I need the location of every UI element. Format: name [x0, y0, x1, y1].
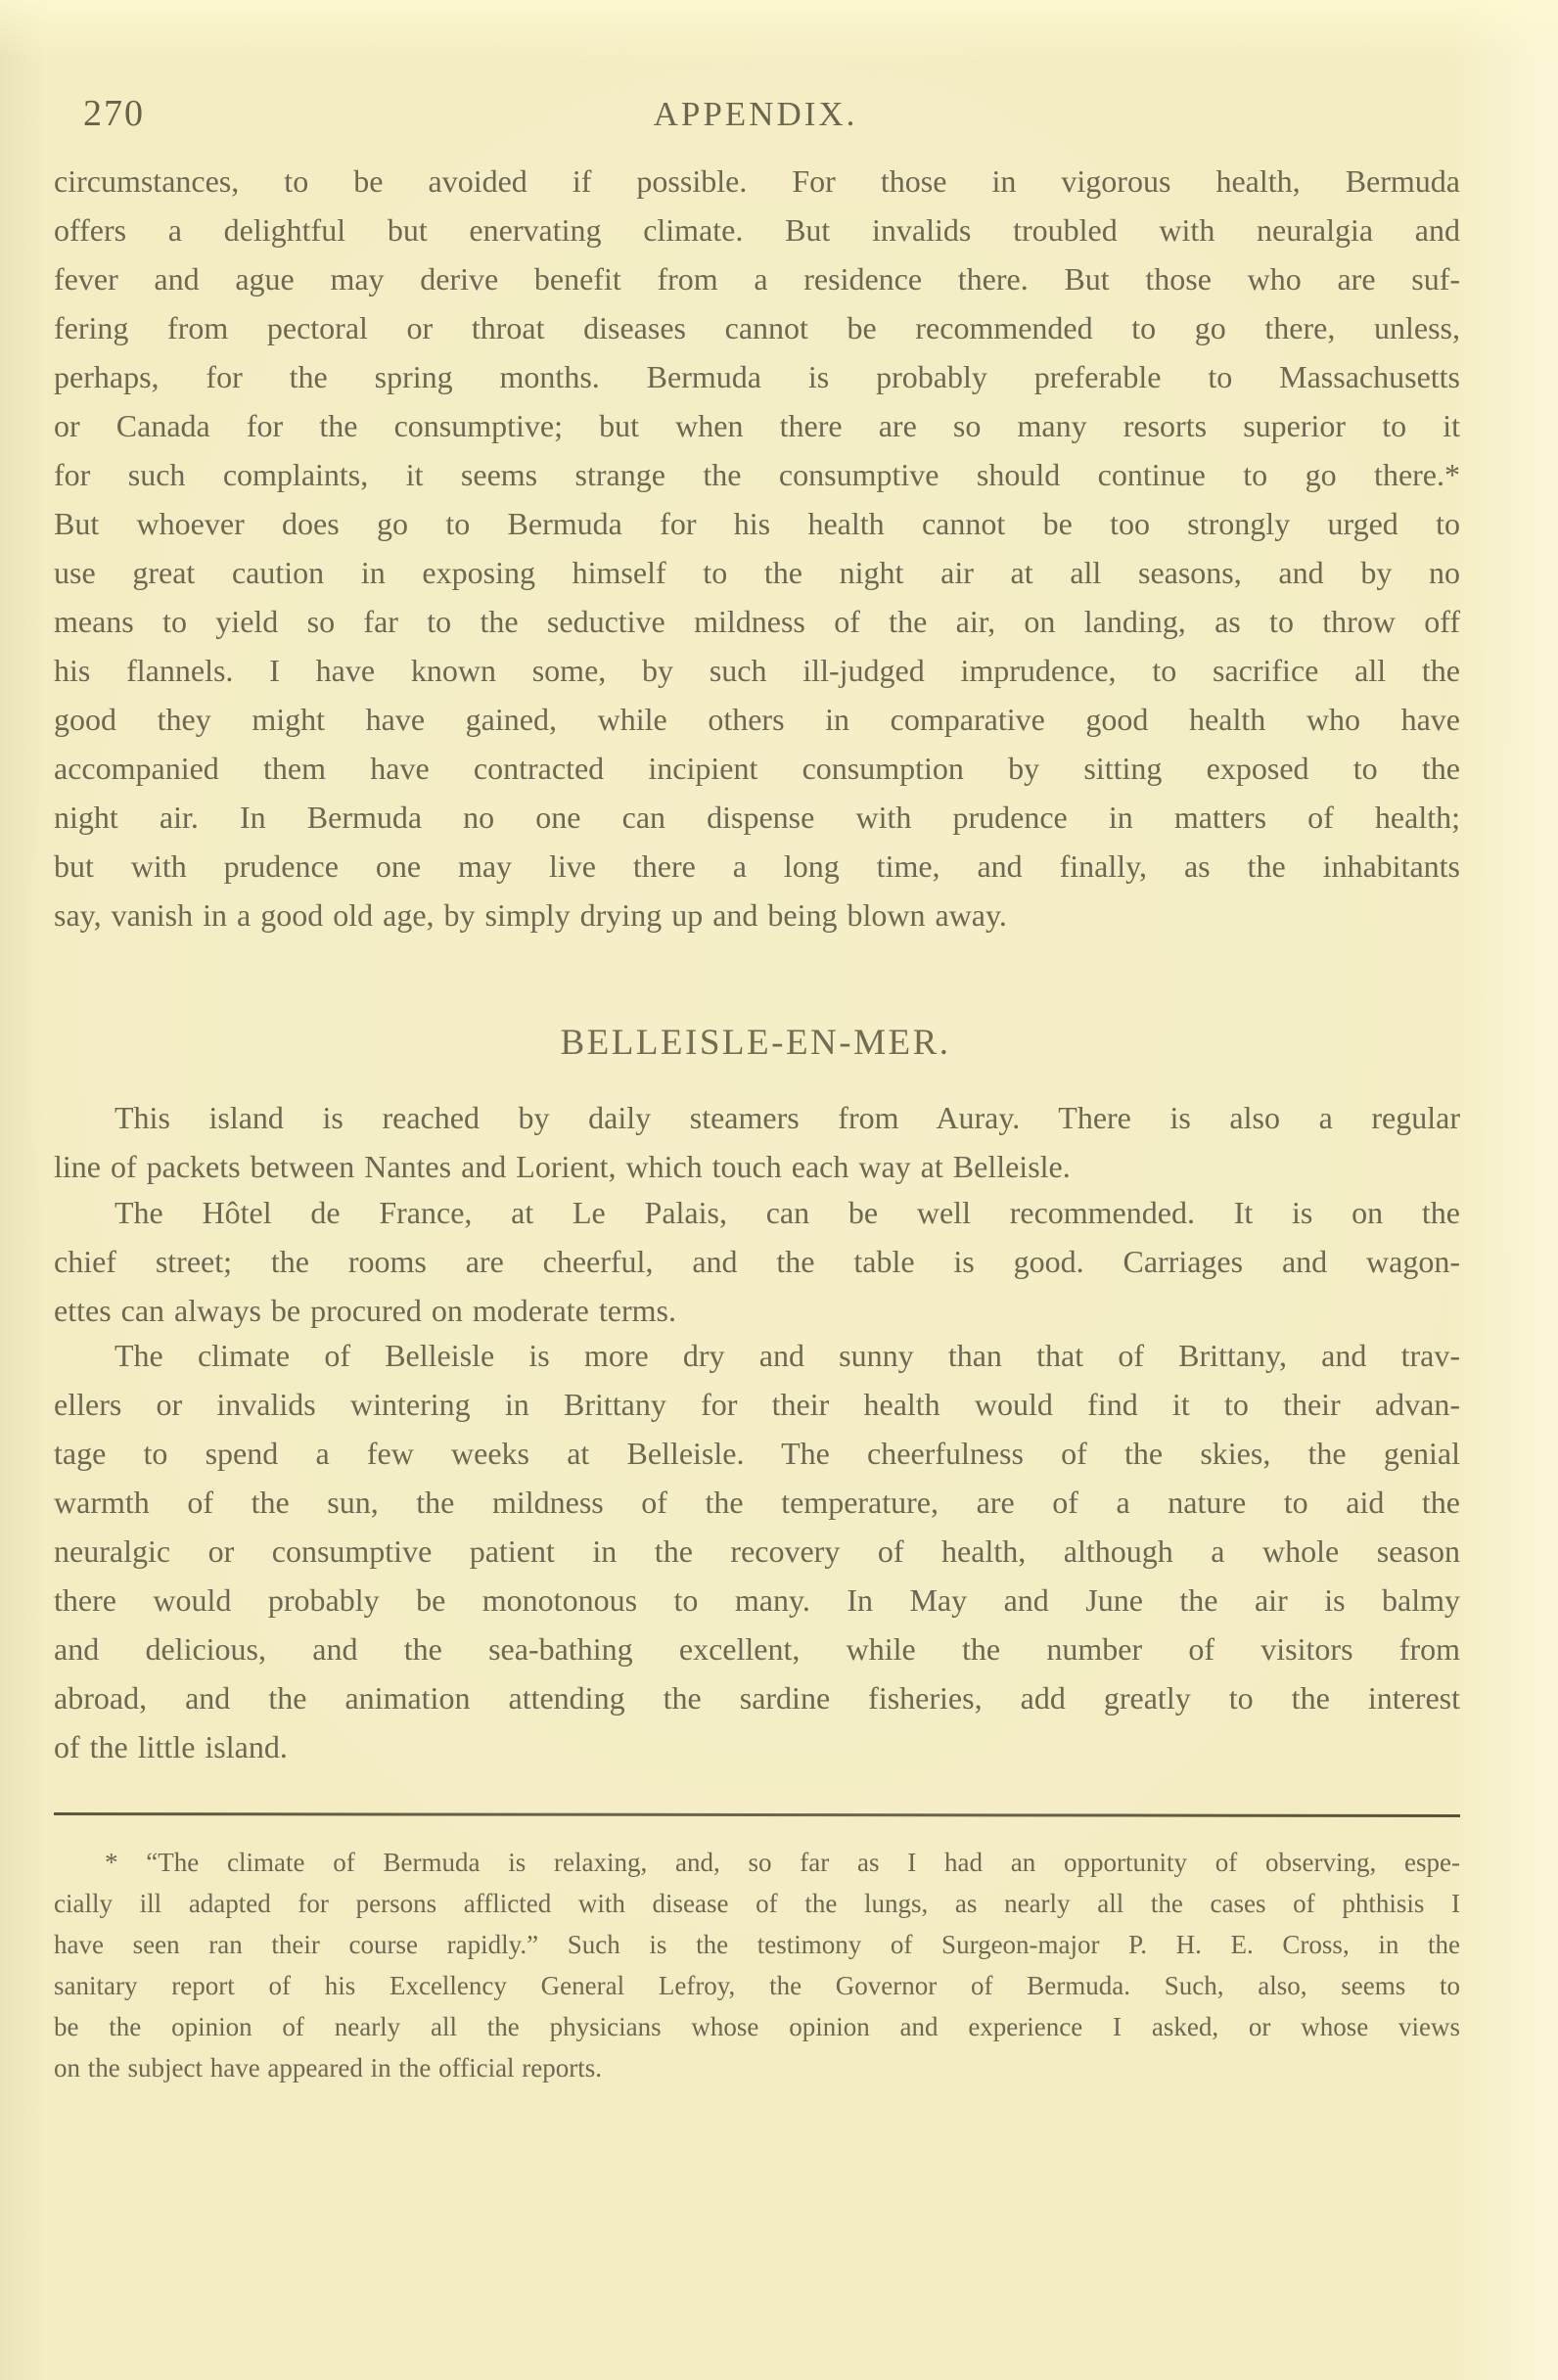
running-title: APPENDIX.	[653, 95, 858, 133]
text-line: use great caution in exposing himself to the night air at all seasons, and by no	[54, 555, 1460, 590]
text-line: abroad, and the animation attending the sardine fisheries, add greatly to the interest	[54, 1680, 1460, 1716]
text-line: offers a delightful but enervating climate. But invalids troubled with neuralgia and	[54, 212, 1460, 248]
text-line: chief street; the rooms are cheerful, and the table is good. Carriages and wagon-	[54, 1244, 1460, 1279]
text-line: there would probably be monotonous to many. In May and June the air is balmy	[54, 1582, 1460, 1618]
text-line: of the little island.	[54, 1729, 288, 1764]
paragraph-bermuda-climate	[54, 157, 1460, 939]
text-line: cially ill adapted for persons afflicted with disease of the lungs, as nearly all the cases of phthisis I	[54, 1889, 1460, 1918]
paragraph-steamers	[54, 1093, 1460, 1191]
text-line: neuralgic or consumptive patient in the recovery of health, although a whole season	[54, 1533, 1460, 1569]
page-number: 270	[83, 93, 145, 134]
text-line: means to yield so far to the seductive mildness of the air, on landing, as to throw off	[54, 604, 1460, 639]
text-line: his flannels. I have known some, by such ill-judged imprudence, to sacrifice all the	[54, 653, 1460, 688]
text-line: The climate of Belleisle is more dry and sunny than that of Brittany, and trav-	[115, 1338, 1460, 1373]
text-line: line of packets between Nantes and Lorient, which touch each way at Belleisle.	[54, 1149, 1071, 1184]
text-line: sanitary report of his Excellency General Lefroy, the Governor of Bermuda. Such, also, seems to	[54, 1971, 1460, 2000]
text-line: fever and ague may derive benefit from a residence there. But those who are suf-	[54, 261, 1460, 297]
text-line: warmth of the sun, the mildness of the temperature, are of a nature to aid the	[54, 1485, 1460, 1520]
text-line: or Canada for the consumptive; but when there are so many resorts superior to it	[54, 408, 1460, 443]
text-line: be the opinion of nearly all the physicians whose opinion and experience I asked, or whose views	[54, 2012, 1460, 2041]
paragraph-hotel-de-france	[54, 1188, 1460, 1335]
text-line: This island is reached by daily steamers from Auray. There is also a regular	[115, 1100, 1460, 1135]
text-line: ellers or invalids wintering in Brittany for their health would find it to their advan-	[54, 1387, 1460, 1422]
text-line: and delicious, and the sea-bathing excellent, while the number of visitors from	[54, 1631, 1460, 1667]
text-line: fering from pectoral or throat diseases cannot be recommended to go there, unless,	[54, 310, 1460, 345]
text-line: on the subject have appeared in the official reports.	[54, 2053, 603, 2082]
page-header	[0, 94, 1511, 137]
text-line: for such complaints, it seems strange the consumptive should continue to go there.*	[54, 457, 1460, 492]
text-line: night air. In Bermuda no one can dispense with prudence in matters of health;	[54, 800, 1460, 835]
text-line: have seen ran their course rapidly.” Such is the testimony of Surgeon-major P. H. E. Cross, in the	[54, 1930, 1460, 1959]
text-line: ettes can always be procured on moderate terms.	[54, 1293, 676, 1328]
text-line: * “The climate of Bermuda is relaxing, and, so far as I had an opportunity of observing, espe-	[105, 1848, 1460, 1877]
footnote	[54, 1842, 1460, 2088]
text-line: but with prudence one may live there a long time, and finally, as the inhabitants	[54, 848, 1460, 884]
text-line: good they might have gained, while others in comparative good health who have	[54, 702, 1460, 737]
text-line: perhaps, for the spring months. Bermuda is probably preferable to Massachusetts	[54, 359, 1460, 394]
section-heading: BELLEISLE-EN-MER.	[560, 1023, 951, 1063]
text-line: tage to spend a few weeks at Belleisle. The cheerfulness of the skies, the genial	[54, 1436, 1460, 1471]
paragraph-belleisle-climate	[54, 1331, 1460, 1771]
text-line: The Hôtel de France, at Le Palais, can be well recommended. It is on the	[115, 1195, 1460, 1230]
text-line: say, vanish in a good old age, by simply drying up and being blown away.	[54, 897, 1007, 933]
text-line: circumstances, to be avoided if possible. For those in vigorous health, Bermuda	[54, 163, 1460, 199]
text-line: accompanied them have contracted incipient consumption by sitting exposed to the	[54, 751, 1460, 786]
footnote-divider	[54, 1812, 1460, 1817]
text-line: But whoever does go to Bermuda for his health cannot be too strongly urged to	[54, 506, 1460, 541]
